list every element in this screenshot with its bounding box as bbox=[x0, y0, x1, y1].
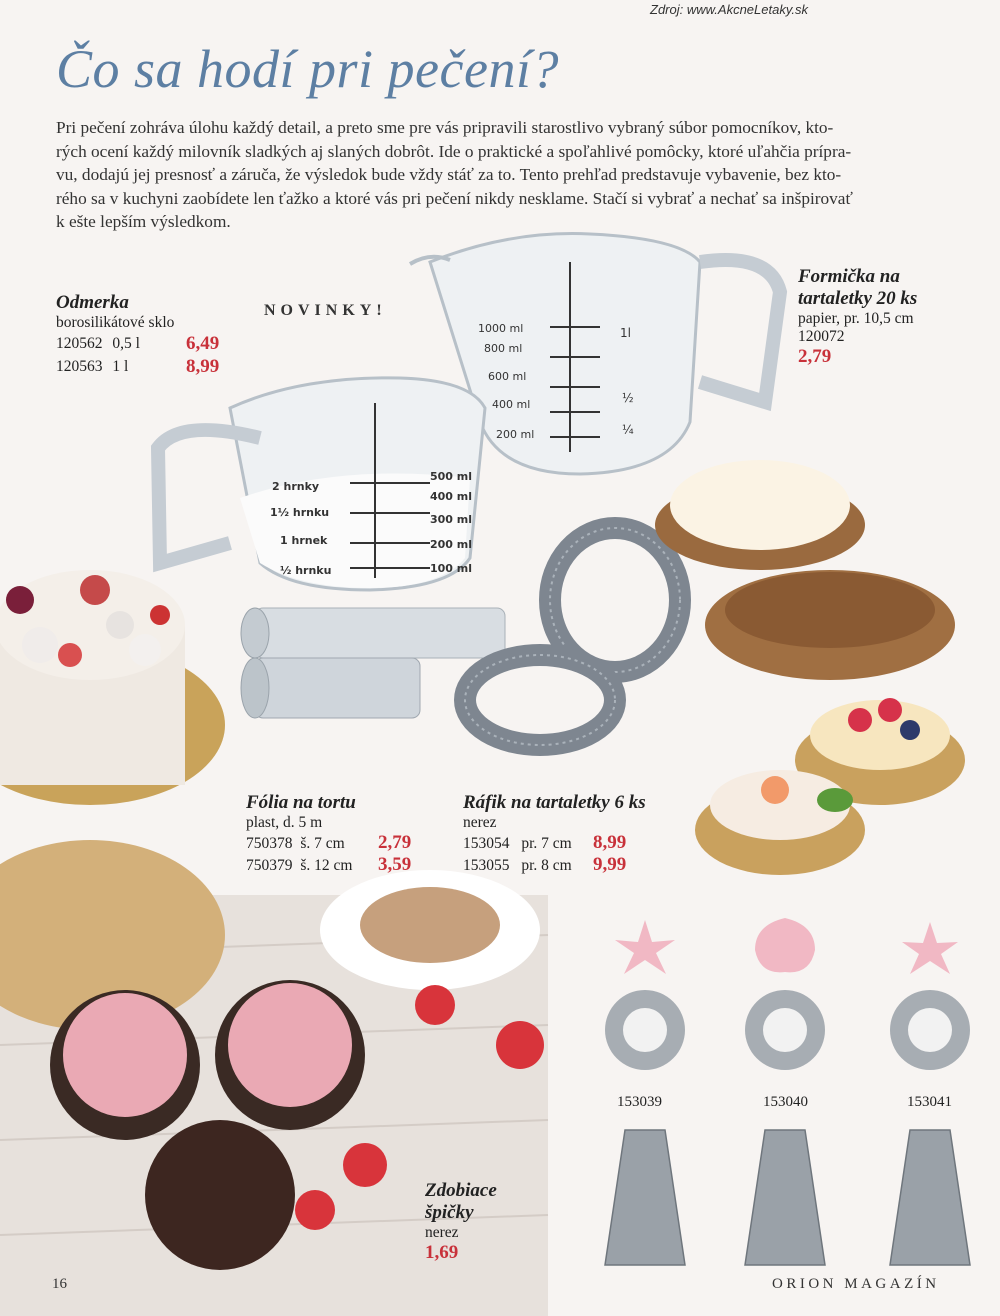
product-price: 2,79 bbox=[798, 346, 832, 367]
product-formicka bbox=[798, 266, 917, 368]
intro-line: rých ocení každý milovník sladkých aj slaných dobrôt. Ide o praktické a spoľahlivé pomôcky, ktoré uľahčia prípra- bbox=[56, 141, 852, 161]
intro-line: vu, dodajú jej presnosť a záruča, že výsledok bude vždy stáť za to. Tento prehľad predstavuje vybavenie, bez kto- bbox=[56, 165, 842, 184]
intro-line: rého sa v kuchyni zaobídete len ťažko a ktoré vás pri pečení nikdy nesklame. Stačí si vybrať a nechať sa inšpirovať bbox=[56, 188, 853, 208]
product-price: 1,69 bbox=[425, 1242, 459, 1263]
product-desc: nerez bbox=[463, 814, 497, 831]
product-code: 750379 bbox=[246, 857, 293, 874]
intro-paragraph bbox=[56, 116, 946, 234]
jug-small-label: 1½ hrnku bbox=[270, 506, 330, 519]
product-variant: 1 l bbox=[112, 358, 129, 375]
product-name: Odmerka bbox=[56, 292, 129, 313]
intro-line: k ešte lepším výsledkom. bbox=[56, 212, 231, 231]
product-desc: borosilikátové sklo bbox=[56, 314, 175, 331]
jug-small-label: 1 hrnek bbox=[280, 534, 328, 547]
jug-small-label: ½ hrnku bbox=[280, 564, 332, 577]
product-variant: pr. 8 cm bbox=[521, 857, 572, 874]
piping-tips-image bbox=[590, 910, 990, 1270]
product-name: Formička na bbox=[798, 266, 900, 287]
product-row bbox=[463, 857, 572, 875]
product-variant: š. 7 cm bbox=[300, 835, 345, 852]
page-number: 16 bbox=[52, 1276, 67, 1292]
product-row bbox=[246, 857, 352, 875]
product-code: 153054 bbox=[463, 835, 510, 852]
product-desc: nerez bbox=[425, 1224, 459, 1241]
jug-small-label: 100 ml bbox=[430, 562, 473, 575]
jug-large-label: ½ bbox=[622, 391, 634, 405]
jug-large-label: 200 ml bbox=[496, 428, 535, 441]
jug-large-label: 800 ml bbox=[484, 342, 523, 355]
product-name: Fólia na tortu bbox=[246, 792, 356, 813]
product-price: 8,99 bbox=[186, 356, 220, 377]
product-code: 120562 bbox=[56, 335, 103, 352]
jug-small-label: 2 hrnky bbox=[272, 480, 320, 493]
jug-large-label: 1l bbox=[620, 326, 631, 340]
jug-large-label: 400 ml bbox=[492, 398, 531, 411]
product-variant: š. 12 cm bbox=[300, 857, 353, 874]
jug-large-label: 1000 ml bbox=[478, 322, 524, 335]
product-name: špičky bbox=[425, 1202, 474, 1223]
product-row bbox=[463, 835, 572, 853]
jug-large-label: ¼ bbox=[622, 423, 634, 437]
product-price: 9,99 bbox=[593, 854, 627, 875]
magazine-brand: ORION MAGAZÍN bbox=[772, 1276, 940, 1292]
product-zdobiace bbox=[425, 1180, 497, 1264]
page-title: Čo sa hodí pri pečení? bbox=[56, 39, 559, 99]
product-rafik bbox=[463, 792, 646, 832]
product-variant: 0,5 l bbox=[112, 335, 140, 352]
product-price: 2,79 bbox=[378, 832, 412, 853]
product-name: Ráfik na tartaletky 6 ks bbox=[463, 792, 646, 813]
source-text: Zdroj: www.AkcneLetaky.sk bbox=[650, 2, 808, 17]
product-row bbox=[246, 835, 345, 853]
product-code: 120563 bbox=[56, 358, 103, 375]
tip-code: 153040 bbox=[763, 1094, 808, 1110]
product-name: tartaletky 20 ks bbox=[798, 288, 918, 309]
product-code: 120072 bbox=[798, 328, 845, 345]
product-price: 6,49 bbox=[186, 333, 220, 354]
jug-small-label: 400 ml bbox=[430, 490, 473, 503]
product-folia bbox=[246, 792, 356, 832]
product-code: 153055 bbox=[463, 857, 510, 874]
product-row bbox=[56, 335, 140, 353]
jug-small-label: 200 ml bbox=[430, 538, 473, 551]
novinky-label: NOVINKY! bbox=[264, 302, 387, 319]
tip-code: 153039 bbox=[617, 1094, 662, 1110]
product-row bbox=[56, 358, 128, 376]
tip-code: 153041 bbox=[907, 1094, 952, 1110]
jug-small-label: 300 ml bbox=[430, 513, 473, 526]
jug-small-label: 500 ml bbox=[430, 470, 473, 483]
jug-large-label: 600 ml bbox=[488, 370, 527, 383]
product-variant: pr. 7 cm bbox=[521, 835, 572, 852]
product-desc: plast, d. 5 m bbox=[246, 814, 323, 831]
product-name: Zdobiace bbox=[425, 1180, 497, 1201]
cake-image bbox=[0, 555, 230, 815]
product-code: 750378 bbox=[246, 835, 293, 852]
product-odmerka bbox=[56, 292, 174, 332]
tart-cases-image bbox=[640, 440, 990, 900]
product-desc: papier, pr. 10,5 cm bbox=[798, 310, 914, 327]
product-price: 8,99 bbox=[593, 832, 627, 853]
product-price: 3,59 bbox=[378, 854, 412, 875]
intro-line: Pri pečení zohráva úlohu každý detail, a preto sme pre vás pripravili starostlivo vybraný súbor pomocníkov, kto- bbox=[56, 118, 834, 137]
